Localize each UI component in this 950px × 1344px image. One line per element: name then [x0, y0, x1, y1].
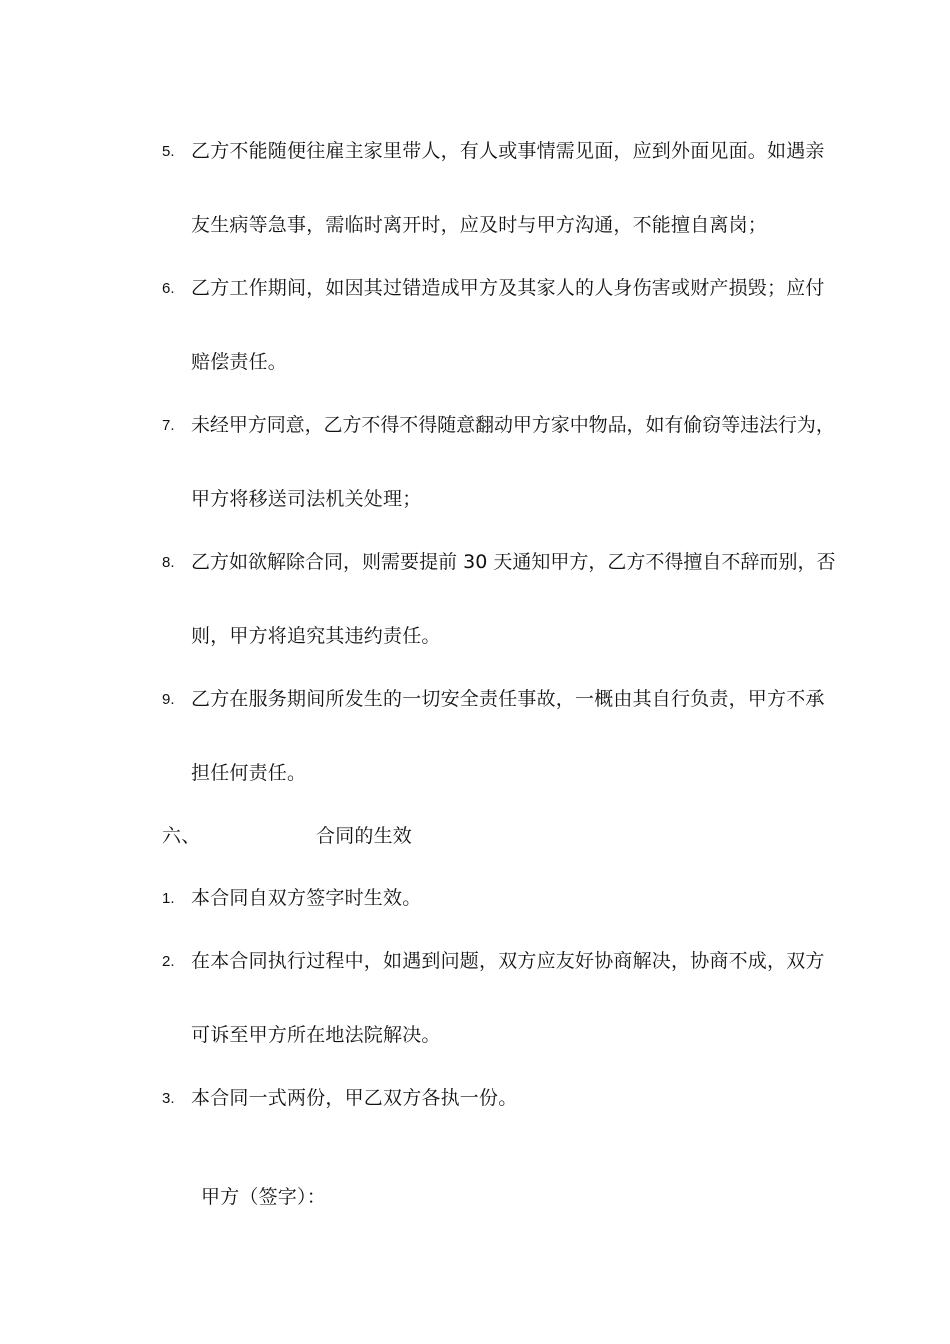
item-number: 6.	[162, 280, 175, 297]
item-text-line: 本合同自双方签字时生效。	[191, 887, 422, 909]
item-number: 2.	[162, 953, 175, 970]
section-title: 合同的生效	[316, 825, 413, 847]
item-text-line: 担任何责任。	[191, 762, 307, 784]
item-number: 8.	[162, 554, 175, 571]
item-text-line: 可诉至甲方所在地法院解决。	[191, 1024, 441, 1046]
item-number: 3.	[162, 1090, 175, 1107]
item-text-line: 乙方不能随便往雇主家里带人，有人或事情需见面，应到外面见面。如遇亲	[191, 140, 825, 162]
item-number: 9.	[162, 691, 175, 708]
item-number: 7.	[162, 417, 175, 434]
item-text-line: 乙方如欲解除合同，则需要提前 30 天通知甲方，乙方不得擅自不辞而别，否	[191, 551, 836, 573]
item-text-line: 甲方将移送司法机关处理；	[191, 488, 422, 510]
item-text-line: 友生病等急事，需临时离开时，应及时与甲方沟通，不能擅自离岗；	[191, 214, 768, 236]
item-text-line: 乙方工作期间，如因其过错造成甲方及其家人的人身伤害或财产损毁；应付	[191, 277, 825, 299]
item-text-line: 在本合同执行过程中，如遇到问题，双方应友好协商解决，协商不成，双方	[191, 950, 825, 972]
item-text-line: 未经甲方同意，乙方不得不得随意翻动甲方家中物品，如有偷窃等违法行为，	[191, 414, 835, 436]
item-number: 1.	[162, 890, 175, 907]
item-number: 5.	[162, 143, 175, 160]
item-text-line: 本合同一式两份，甲乙双方各执一份。	[191, 1087, 518, 1109]
item-text-line: 则，甲方将追究其违约责任。	[191, 625, 441, 647]
item-text-line: 赔偿责任。	[191, 351, 288, 373]
party-a-signature-label: 甲方（签字）：	[201, 1186, 326, 1208]
section-number: 六、	[162, 825, 201, 847]
item-text-line: 乙方在服务期间所发生的一切安全责任事故，一概由其自行负责，甲方不承	[191, 688, 825, 710]
